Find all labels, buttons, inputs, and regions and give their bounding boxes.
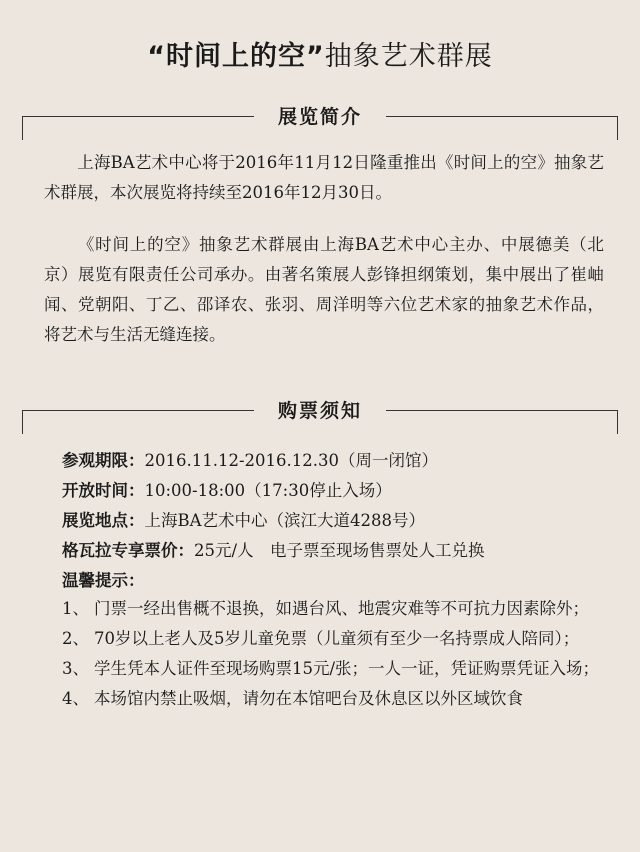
intro-section-header [22,100,618,140]
tickets-heading: 购票须知 [277,400,362,422]
intro-text-1: 上海BA艺术中心将于2016年11月12日隆重推出《时间上的空》抽象艺术群展，本次展览将持续至2016年12月30日。 [44,153,604,202]
list-item [62,684,602,714]
intro-text-2: 《时间上的空》抽象艺术群展由上海BA艺术中心主办、中展德美（北京）展览有限责任公司承办。由著名策展人彭锋担纲策划，集中展出了崔岫闻、党朝阳、丁乙、邵译农、张羽、周洋明等六位艺术家的抽象艺术作品，将艺术与生活无缝连接。 [44,235,604,344]
info-key: 开放时间： [62,481,145,500]
info-value: 10:00-18:00（17:30停止入场） [144,481,392,500]
list-item [62,594,602,624]
info-row-tips [62,566,622,596]
intro-paragraph-2 [44,230,604,350]
intro-paragraph-1 [44,148,604,208]
note-text: 本场馆内禁止吸烟，请勿在本馆吧台及休息区以外区域饮食 [94,689,523,708]
note-text: 学生凭本人证件至现场购票15元/张；一人一证，凭证购票凭证入场； [94,659,600,678]
info-key: 温馨提示： [62,571,145,590]
note-number: 1、 [62,599,89,618]
tickets-section-header [22,394,618,434]
info-row-price [62,536,622,566]
note-number: 2、 [62,629,89,648]
intro-heading: 展览简介 [277,106,362,128]
title-rest: 抽象艺术群展 [324,41,493,72]
note-text: 70岁以上老人及5岁儿童免票（儿童须有至少一名持票成人陪同）； [94,629,580,648]
info-row-hours [62,476,622,506]
tips-list [62,594,602,714]
info-key: 展览地点： [62,511,145,530]
note-text: 门票一经出售概不退换，如遇台风、地震灾难等不可抗力因素除外； [94,599,589,618]
info-row-period [62,446,622,476]
info-row-location [62,506,622,536]
note-number: 3、 [62,659,89,678]
list-item [62,624,602,654]
info-value: 25元/人 电子票至现场售票处人工兑换 [194,541,485,560]
note-number: 4、 [62,689,89,708]
info-key: 格瓦拉专享票价： [62,541,194,560]
info-key: 参观期限： [62,451,145,470]
info-value: 上海BA艺术中心（滨江大道4288号） [144,511,426,530]
list-item [62,654,602,684]
ticket-info [62,446,622,596]
title-quoted: “时间上的空” [147,41,325,72]
page-title [0,34,640,73]
info-value: 2016.11.12-2016.12.30（周一闭馆） [144,451,439,470]
